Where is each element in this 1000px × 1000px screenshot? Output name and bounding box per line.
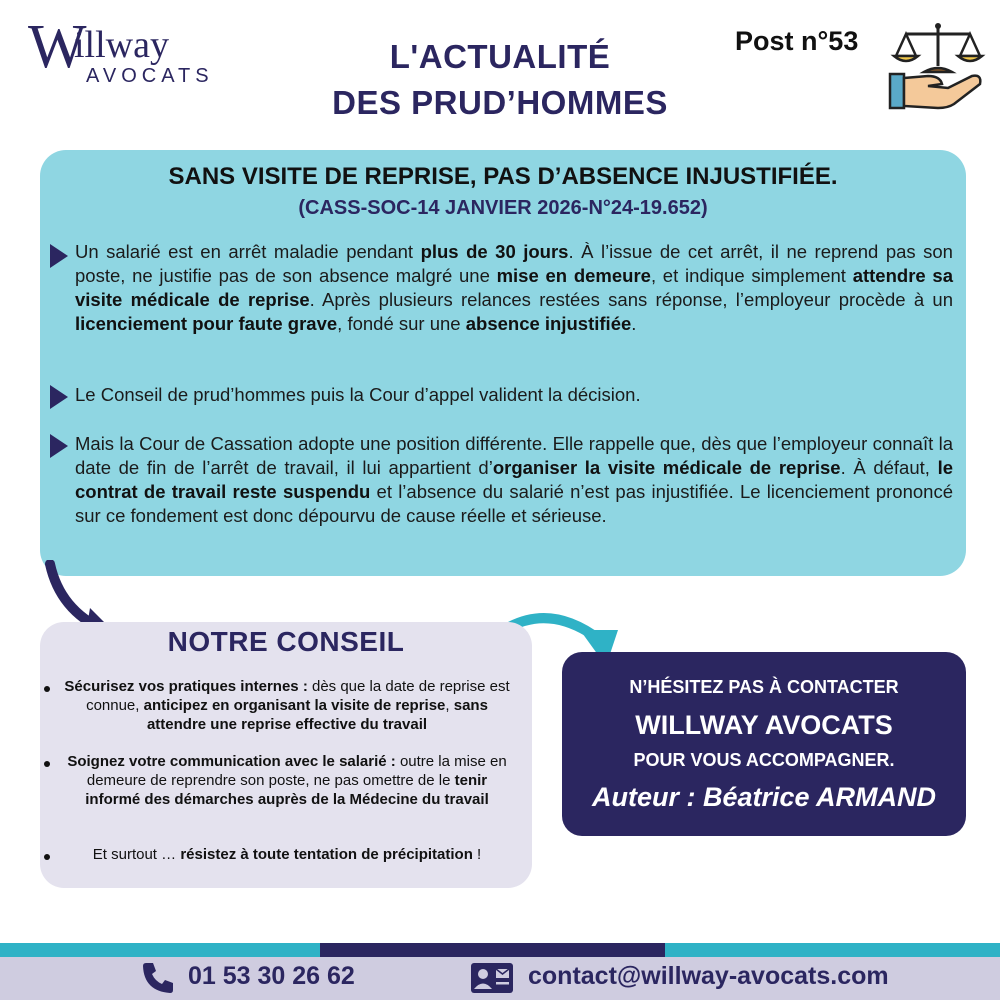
- contact-line-3: POUR VOUS ACCOMPAGNER.: [633, 750, 895, 770]
- post-number: Post n°53: [735, 26, 859, 56]
- emphasis-text: licenciement pour faute grave: [75, 313, 338, 334]
- body-text: . À défaut,: [840, 457, 938, 478]
- body-text: et l’absence du salarié n’est pas injustifiée. Le licenciement prononcé sur ce fondement est donc dépourvu de cause réelle et sérieuse.: [75, 481, 953, 526]
- advice-item: [62, 845, 512, 864]
- footer-stripe: [320, 943, 665, 957]
- footer-stripe: [0, 943, 320, 957]
- paragraph-lower-courts: [75, 383, 953, 407]
- emphasis-text: le contrat de travail reste suspendu: [75, 457, 953, 502]
- phone-icon: [140, 960, 176, 996]
- emphasis-text: résistez à toute tentation de précipitation: [180, 846, 473, 863]
- emphasis-text: attendre sa visite médicale de reprise: [75, 265, 953, 310]
- bullet-dot: [44, 761, 50, 767]
- bullet-dot: [44, 686, 50, 692]
- emphasis-text: organiser la visite médicale de reprise: [492, 457, 841, 478]
- emphasis-text: tenir informé des démarches auprès de la Médecine du travail: [85, 772, 489, 808]
- bullet-dot: [44, 854, 50, 860]
- footer-stripe: [665, 943, 1000, 957]
- advice-item: [62, 752, 512, 809]
- contact-firm-name: WILLWAY AVOCATS: [635, 710, 893, 740]
- body-text: outre la mise en demeure de reprendre son poste, ne pas omettre de le: [86, 753, 507, 789]
- email-link[interactable]: contact@willway-avocats.com: [528, 962, 889, 990]
- logo-w: W: [28, 13, 87, 81]
- triangle-bullet-icon: [50, 244, 68, 268]
- phone-number[interactable]: 01 53 30 26 62: [188, 962, 355, 990]
- emphasis-text: absence injustifiée: [465, 313, 632, 334]
- body-text: .: [631, 313, 637, 334]
- logo-wordmark: illway: [74, 24, 169, 66]
- contact-line-1: N’HÉSITEZ PAS À CONTACTER: [629, 677, 899, 697]
- body-text: !: [472, 846, 482, 863]
- triangle-bullet-icon: [50, 385, 68, 409]
- page-title: [250, 34, 750, 126]
- emphasis-text: sans attendre une reprise effective du travail: [146, 697, 488, 733]
- body-text: Et surtout …: [92, 846, 181, 863]
- advice-item: [62, 677, 512, 734]
- advice-title: NOTRE CONSEIL: [167, 626, 405, 657]
- logo-subtitle: AVOCATS: [86, 65, 214, 87]
- body-text: . À l’issue de cet arrêt, il ne reprend pas son poste, ne justifie pas de son absence malgré une: [75, 241, 953, 286]
- body-text: , et indique simplement: [650, 265, 853, 286]
- body-text: dès que la date de reprise est connue,: [86, 678, 510, 714]
- body-text: , fondé sur une: [337, 313, 466, 334]
- emphasis-text: plus de 30 jours: [420, 241, 569, 262]
- body-text: Un salarié est en arrêt maladie pendant: [75, 241, 421, 262]
- justice-scale-hand-icon: [888, 18, 988, 118]
- article-reference: (CASS-SOC-14 JANVIER 2026-N°24-19.652): [298, 197, 708, 219]
- body-text: Mais la Cour de Cassation adopte une position différente. Elle rappelle que, dès que l’employeur connaît la date de fin de l’arrêt de travail, il lui appartient d’: [75, 433, 953, 478]
- article-title: SANS VISITE DE REPRISE, PAS D’ABSENCE INJUSTIFIÉE.: [168, 163, 838, 190]
- emphasis-text: Soignez votre communication avec le salarié :: [67, 753, 396, 770]
- paragraph-facts: [75, 240, 953, 336]
- body-text: Le Conseil de prud’hommes puis la Cour d’appel valident la décision.: [75, 384, 641, 405]
- contact-card-icon: [470, 962, 514, 994]
- paragraph-cassation: [75, 432, 953, 528]
- title-line-2: DES PRUD’HOMMES: [332, 84, 668, 121]
- body-text: ,: [445, 697, 454, 714]
- emphasis-text: anticipez en organisant la visite de reprise: [143, 697, 446, 714]
- author-credit: Auteur : Béatrice ARMAND: [591, 782, 937, 812]
- title-line-1: L'ACTUALITÉ: [389, 38, 611, 75]
- emphasis-text: mise en demeure: [496, 265, 651, 286]
- triangle-bullet-icon: [50, 434, 68, 458]
- willway-logo: [28, 13, 214, 87]
- emphasis-text: Sécurisez vos pratiques internes :: [64, 678, 308, 695]
- body-text: . Après plusieurs relances restées sans réponse, l’employeur procède à un: [309, 289, 953, 310]
